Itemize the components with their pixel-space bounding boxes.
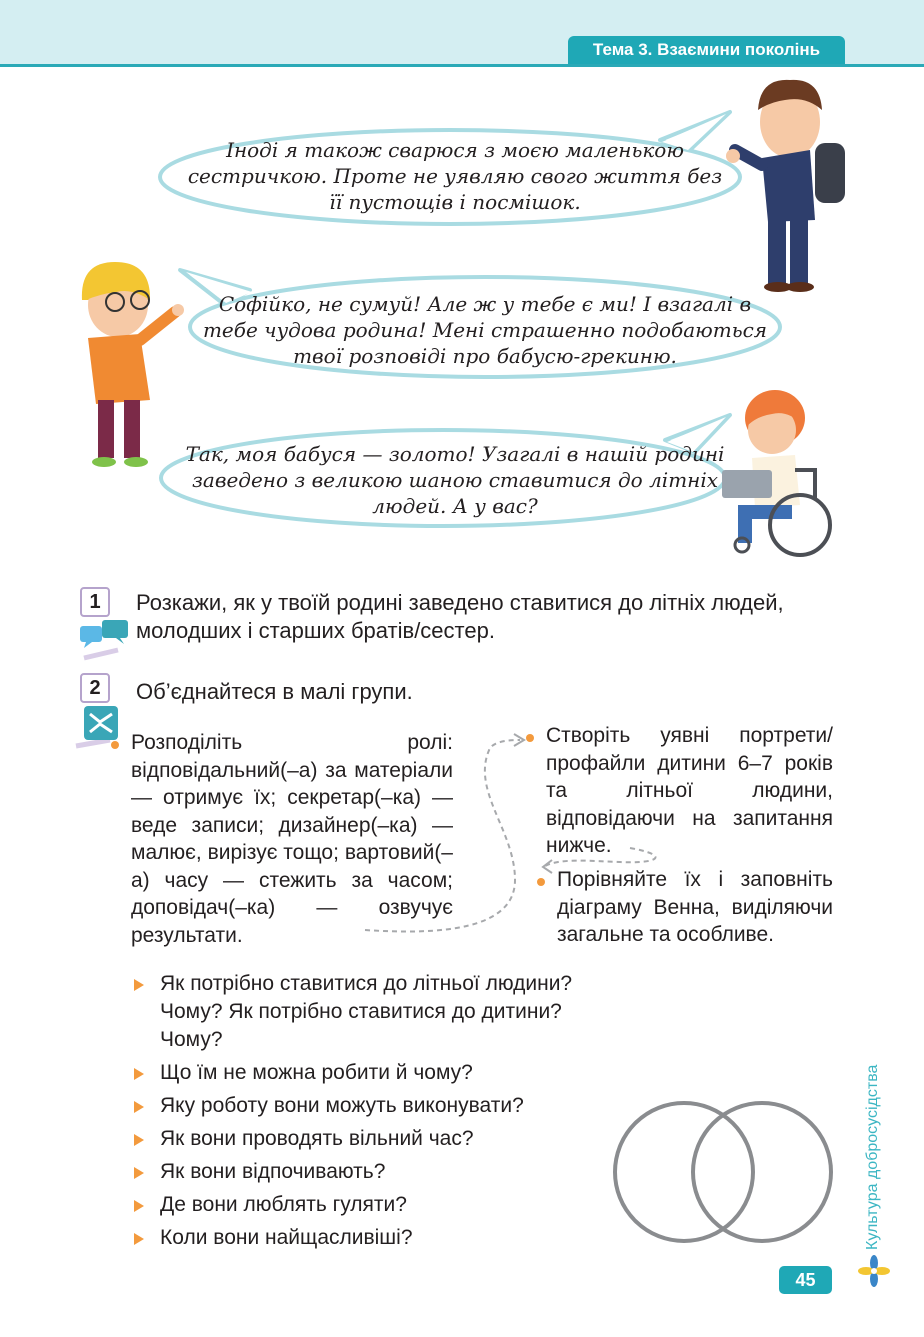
venn-diagram [615, 1103, 831, 1241]
question-text: Як вони проводять вільний час? [160, 1127, 474, 1150]
task-text-2: Об’єднайтеся в малі групи. [136, 679, 413, 704]
arrow-bullet-icon [134, 1134, 144, 1146]
list-item [134, 1092, 614, 1120]
question-list [134, 970, 614, 1257]
page-number: 45 [779, 1266, 832, 1294]
question-text: Де вони люблять гуляти? [160, 1193, 407, 1216]
list-item [134, 1158, 614, 1186]
task-number-1: 1 [80, 587, 110, 617]
list-item [134, 1059, 614, 1087]
list-item [134, 1224, 614, 1252]
venn-paragraph: Порівняйте їх і заповніть діаграму Венна, виділяючи загальне та особливе. [557, 868, 833, 946]
discussion-icon [78, 618, 132, 664]
arrow-bullet-icon [134, 1101, 144, 1113]
question-text: Яку роботу вони можуть виконувати? [160, 1094, 524, 1117]
roles-paragraph: Розподіліть ролі: відповідальний(–а) за матеріали — отримує їх; секретар(–ка) — веде записи; дизайнер(–ка) — малює, вирізує тощо; вартовий(–а) часу — стежить за часом; доповідач(–ка) — озвучує результати. [131, 731, 453, 947]
section-title-vertical: Культура добросусідства [864, 1064, 881, 1250]
arrow-bullet-icon [134, 1200, 144, 1212]
arrow-bullet-icon [134, 1068, 144, 1080]
list-item [134, 1125, 614, 1153]
list-item [134, 970, 614, 1054]
topic-tab: Тема 3. Взаємини поколінь [568, 36, 845, 64]
portraits-paragraph: Створіть уявні портрети/профайли дитини 6–7 років та літньої людини, відповідаючи на запитання нижче. [546, 724, 833, 857]
question-text: Як вони відпочивають? [160, 1160, 386, 1183]
arrow-bullet-icon [134, 1233, 144, 1245]
question-text: Як потрібно ставитися до літньої людини? Чому? Як потрібно ставитися до дитини? Чому? [160, 972, 573, 1051]
bubble-text-1: Іноді я також сварюся з моєю маленькою сестричкою. Проте не уявляю свого життя без її пустощів і посмішок. [187, 138, 723, 214]
question-text: Коли вони найщасливіші? [160, 1226, 413, 1249]
task-number-2: 2 [80, 673, 110, 703]
arrow-bullet-icon [134, 1167, 144, 1179]
task-text-1: Розкажи, як у твоїй родині заведено ставитися до літніх людей, молодших і старших братів/сестер. [136, 590, 784, 643]
blonde-boy-illustration [82, 262, 184, 467]
arrow-bullet-icon [134, 979, 144, 991]
bullet-dot [537, 878, 545, 886]
question-text: Що їм не можна робити й чому? [160, 1061, 473, 1084]
girl-wheelchair-illustration [722, 390, 830, 555]
bubble-text-2: Софійко, не сумуй! Але ж у тебе є ми! І взагалі в тебе чудова родина! Мені страшенно подобаються твої розповіді про бабусю-грекиню. [202, 292, 768, 368]
boy-illustration [726, 80, 845, 292]
list-item [134, 1191, 614, 1219]
flower-logo [858, 1255, 890, 1287]
bubble-text-3: Так, моя бабуся — золото! Узагалі в нашій родині заведено з великою шаною ставитися до літніх людей. А у вас? [185, 442, 725, 518]
bullet-dot [526, 734, 534, 742]
bullet-dot [111, 741, 119, 749]
